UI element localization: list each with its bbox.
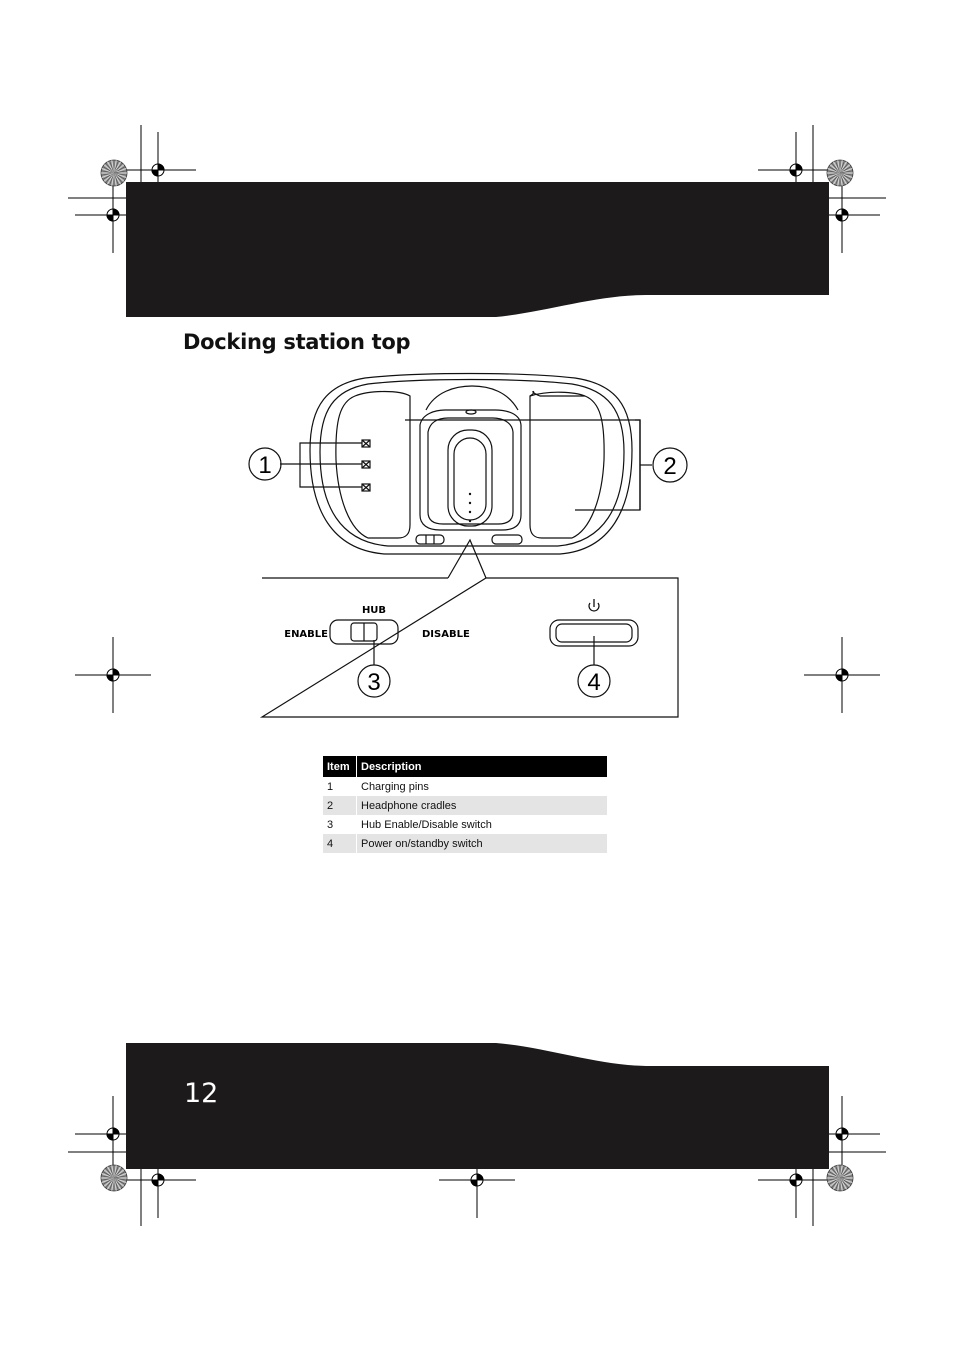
callout-1: 1 <box>258 452 272 479</box>
hub-label: HUB <box>361 605 387 616</box>
page-number: 12 <box>184 1078 219 1109</box>
disable-label: DISABLE <box>422 629 470 640</box>
footer-band <box>126 1043 829 1169</box>
row-item: 4 <box>323 834 357 853</box>
callout-4: 4 <box>587 669 601 696</box>
header-description: Description <box>357 756 608 777</box>
items-table <box>323 756 607 853</box>
callout-2: 2 <box>663 453 677 480</box>
table-row <box>323 777 607 796</box>
right-headphone-cradle <box>530 392 604 539</box>
section-title: Docking station top <box>183 330 411 354</box>
header-band <box>126 182 829 317</box>
table-row <box>323 815 607 834</box>
registration-crosshair <box>804 637 880 713</box>
row-description: Hub Enable/Disable switch <box>361 818 492 831</box>
row-description: Charging pins <box>361 780 429 793</box>
charging-pins <box>362 440 370 491</box>
registration-starburst <box>827 160 853 186</box>
registration-starburst <box>101 160 127 186</box>
callout-3: 3 <box>367 669 381 696</box>
power-icon <box>589 599 599 611</box>
docking-station-diagram <box>240 370 700 720</box>
table-header-row <box>323 756 607 777</box>
left-headphone-cradle <box>336 392 410 539</box>
header-item: Item <box>323 756 357 777</box>
registration-starburst <box>101 1165 127 1191</box>
registration-crosshair <box>75 637 151 713</box>
row-item: 2 <box>323 796 357 815</box>
table-row <box>323 834 607 853</box>
registration-starburst <box>827 1165 853 1191</box>
row-description: Headphone cradles <box>357 796 608 815</box>
enable-label: ENABLE <box>284 629 328 640</box>
row-item: 1 <box>323 777 357 796</box>
table-row <box>323 796 607 815</box>
row-item: 3 <box>323 815 357 834</box>
row-description: Power on/standby switch <box>357 834 608 853</box>
